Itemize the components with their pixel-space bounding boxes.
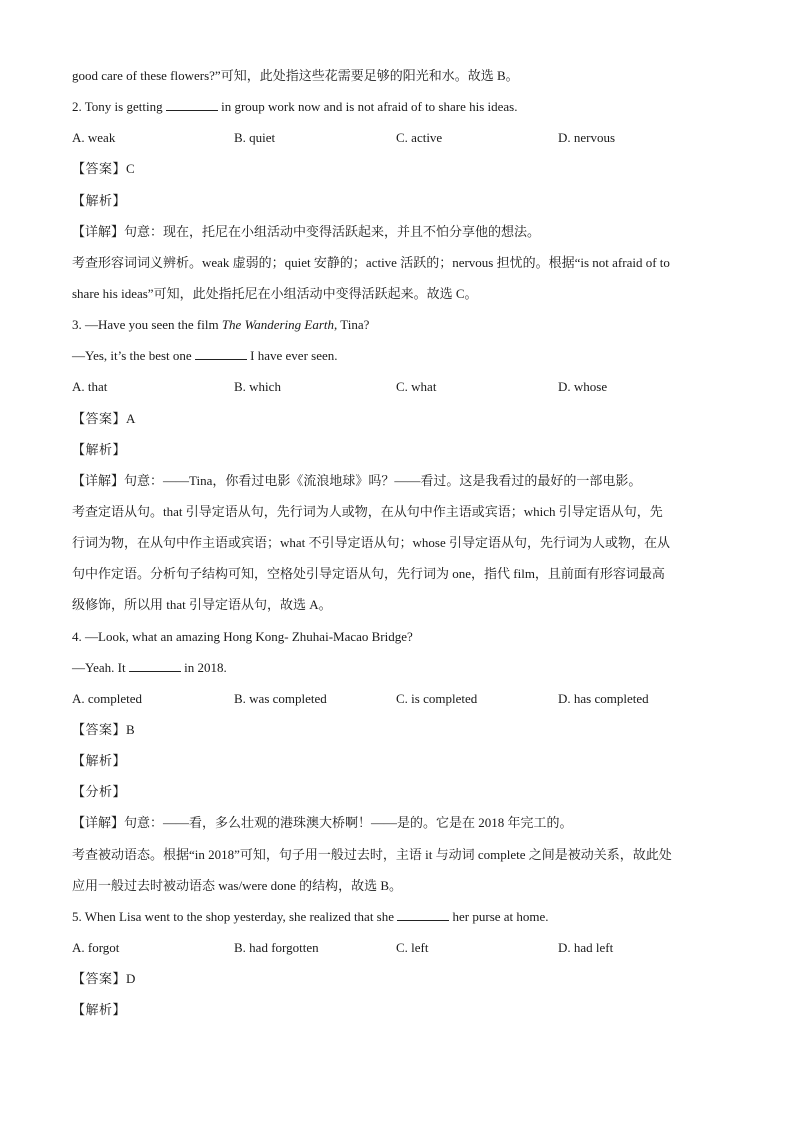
question-text: —Yeah. It (72, 659, 129, 675)
answer-blank (166, 98, 218, 111)
option-c: C. active (396, 130, 443, 146)
question-text: 5. When Lisa went to the shop yesterday, she realized that she (72, 908, 398, 924)
option-a: A. completed (72, 690, 143, 706)
detail-line: 【详解】句意：——Tina，你看过电影《流浪地球》吗？——看过。这是我看过的最好的一部电影。 (72, 472, 642, 488)
explanation-line: good care of these flowers?”可知，此处指这些花需要足够的阳光和水。故选 B。 (72, 68, 519, 83)
explanation-line: 考查被动语态。根据“in 2018”可知，句子用一般过去时，主语 it 与动词 complete 之间是被动关系，故此处 (72, 846, 672, 862)
question-text: 3. —Have you seen the film (72, 317, 222, 333)
question-text: —Yes, it’s the best one (72, 348, 195, 364)
question-4: 4. —Look, what an amazing Hong Kong- Zhuhai-Macao Bridge? (72, 628, 413, 644)
explanation-line: 考查形容词词义辨析。weak 虚弱的；quiet 安静的；active 活跃的；nervous 担忧的。根据“is not afraid of to (72, 254, 670, 270)
option-d: D. had left (558, 939, 614, 955)
question-text: I have ever seen. (246, 348, 338, 364)
detail-line: 【详解】句意：——看，多么壮观的港珠澳大桥啊！——是的。它是在 2018 年完工的。 (72, 815, 573, 831)
answer-line: 【答案】D (72, 971, 136, 987)
detail-line: 【详解】句意：现在，托尼在小组活动中变得活跃起来，并且不怕分享他的想法。 (72, 223, 541, 239)
options-row (72, 124, 732, 155)
option-d: D. whose (558, 379, 608, 395)
option-a: A. forgot (72, 939, 120, 955)
answer-line: 【答案】A (72, 410, 136, 426)
option-c: C. left (396, 939, 429, 955)
explanation-line: share his ideas”可知，此处指托尼在小组活动中变得活跃起来。故选 C。 (72, 285, 478, 301)
film-title: The Wandering Earth (221, 317, 335, 333)
question-4-reply (72, 654, 732, 685)
document-page (72, 62, 732, 1027)
analysis-heading: 【解析】 (72, 753, 127, 769)
answer-line: 【答案】B (72, 721, 136, 737)
question-text: in group work now and is not afraid of to share his ideas. (217, 99, 518, 115)
answer-blank (397, 908, 449, 921)
analysis-heading: 【解析】 (72, 1002, 127, 1018)
option-b: B. was completed (234, 690, 327, 706)
explanation-line: 考查定语从句。that 引导定语从句，先行词为人或物，在从句中作主语或宾语；which 引导定语从句，先 (72, 503, 663, 519)
question-5 (72, 903, 732, 934)
analysis-subheading: 【分析】 (72, 784, 127, 800)
option-d: D. nervous (558, 130, 616, 146)
option-b: B. had forgotten (234, 939, 319, 955)
explanation-line: 行词为物，在从句中作主语或宾语；what 不引导定语从句；whose 引导定语从句，先行词为人或物，在从 (72, 535, 670, 551)
option-b: B. quiet (234, 130, 276, 146)
question-text: 2. Tony is getting (72, 99, 166, 115)
analysis-heading: 【解析】 (72, 192, 127, 208)
explanation-line: 级修饰，所以用 that 引导定语从句，故选 A。 (72, 597, 332, 613)
question-text: , Tina? (334, 317, 370, 333)
option-c: C. what (396, 379, 437, 395)
option-b: B. which (234, 379, 281, 395)
answer-blank (195, 347, 247, 360)
option-a: A. weak (72, 130, 116, 146)
option-d: D. has completed (558, 690, 649, 706)
options-row (72, 373, 732, 404)
explanation-line: 应用一般过去时被动语态 was/were done 的结构，故选 B。 (72, 877, 403, 893)
option-a: A. that (72, 379, 108, 395)
question-text: in 2018. (180, 659, 227, 675)
question-3-reply (72, 342, 732, 373)
answer-blank (129, 659, 181, 672)
answer-line: 【答案】C (72, 161, 136, 177)
question-text: her purse at home. (449, 908, 549, 924)
analysis-heading: 【解析】 (72, 441, 127, 457)
question-2 (72, 93, 732, 124)
question-3 (72, 311, 732, 342)
options-row (72, 934, 732, 965)
options-row (72, 685, 732, 716)
explanation-line: 句中作定语。分析句子结构可知，空格处引导定语从句，先行词为 one，指代 film，且前面有形容词最高 (72, 566, 665, 582)
option-c: C. is completed (396, 690, 478, 706)
